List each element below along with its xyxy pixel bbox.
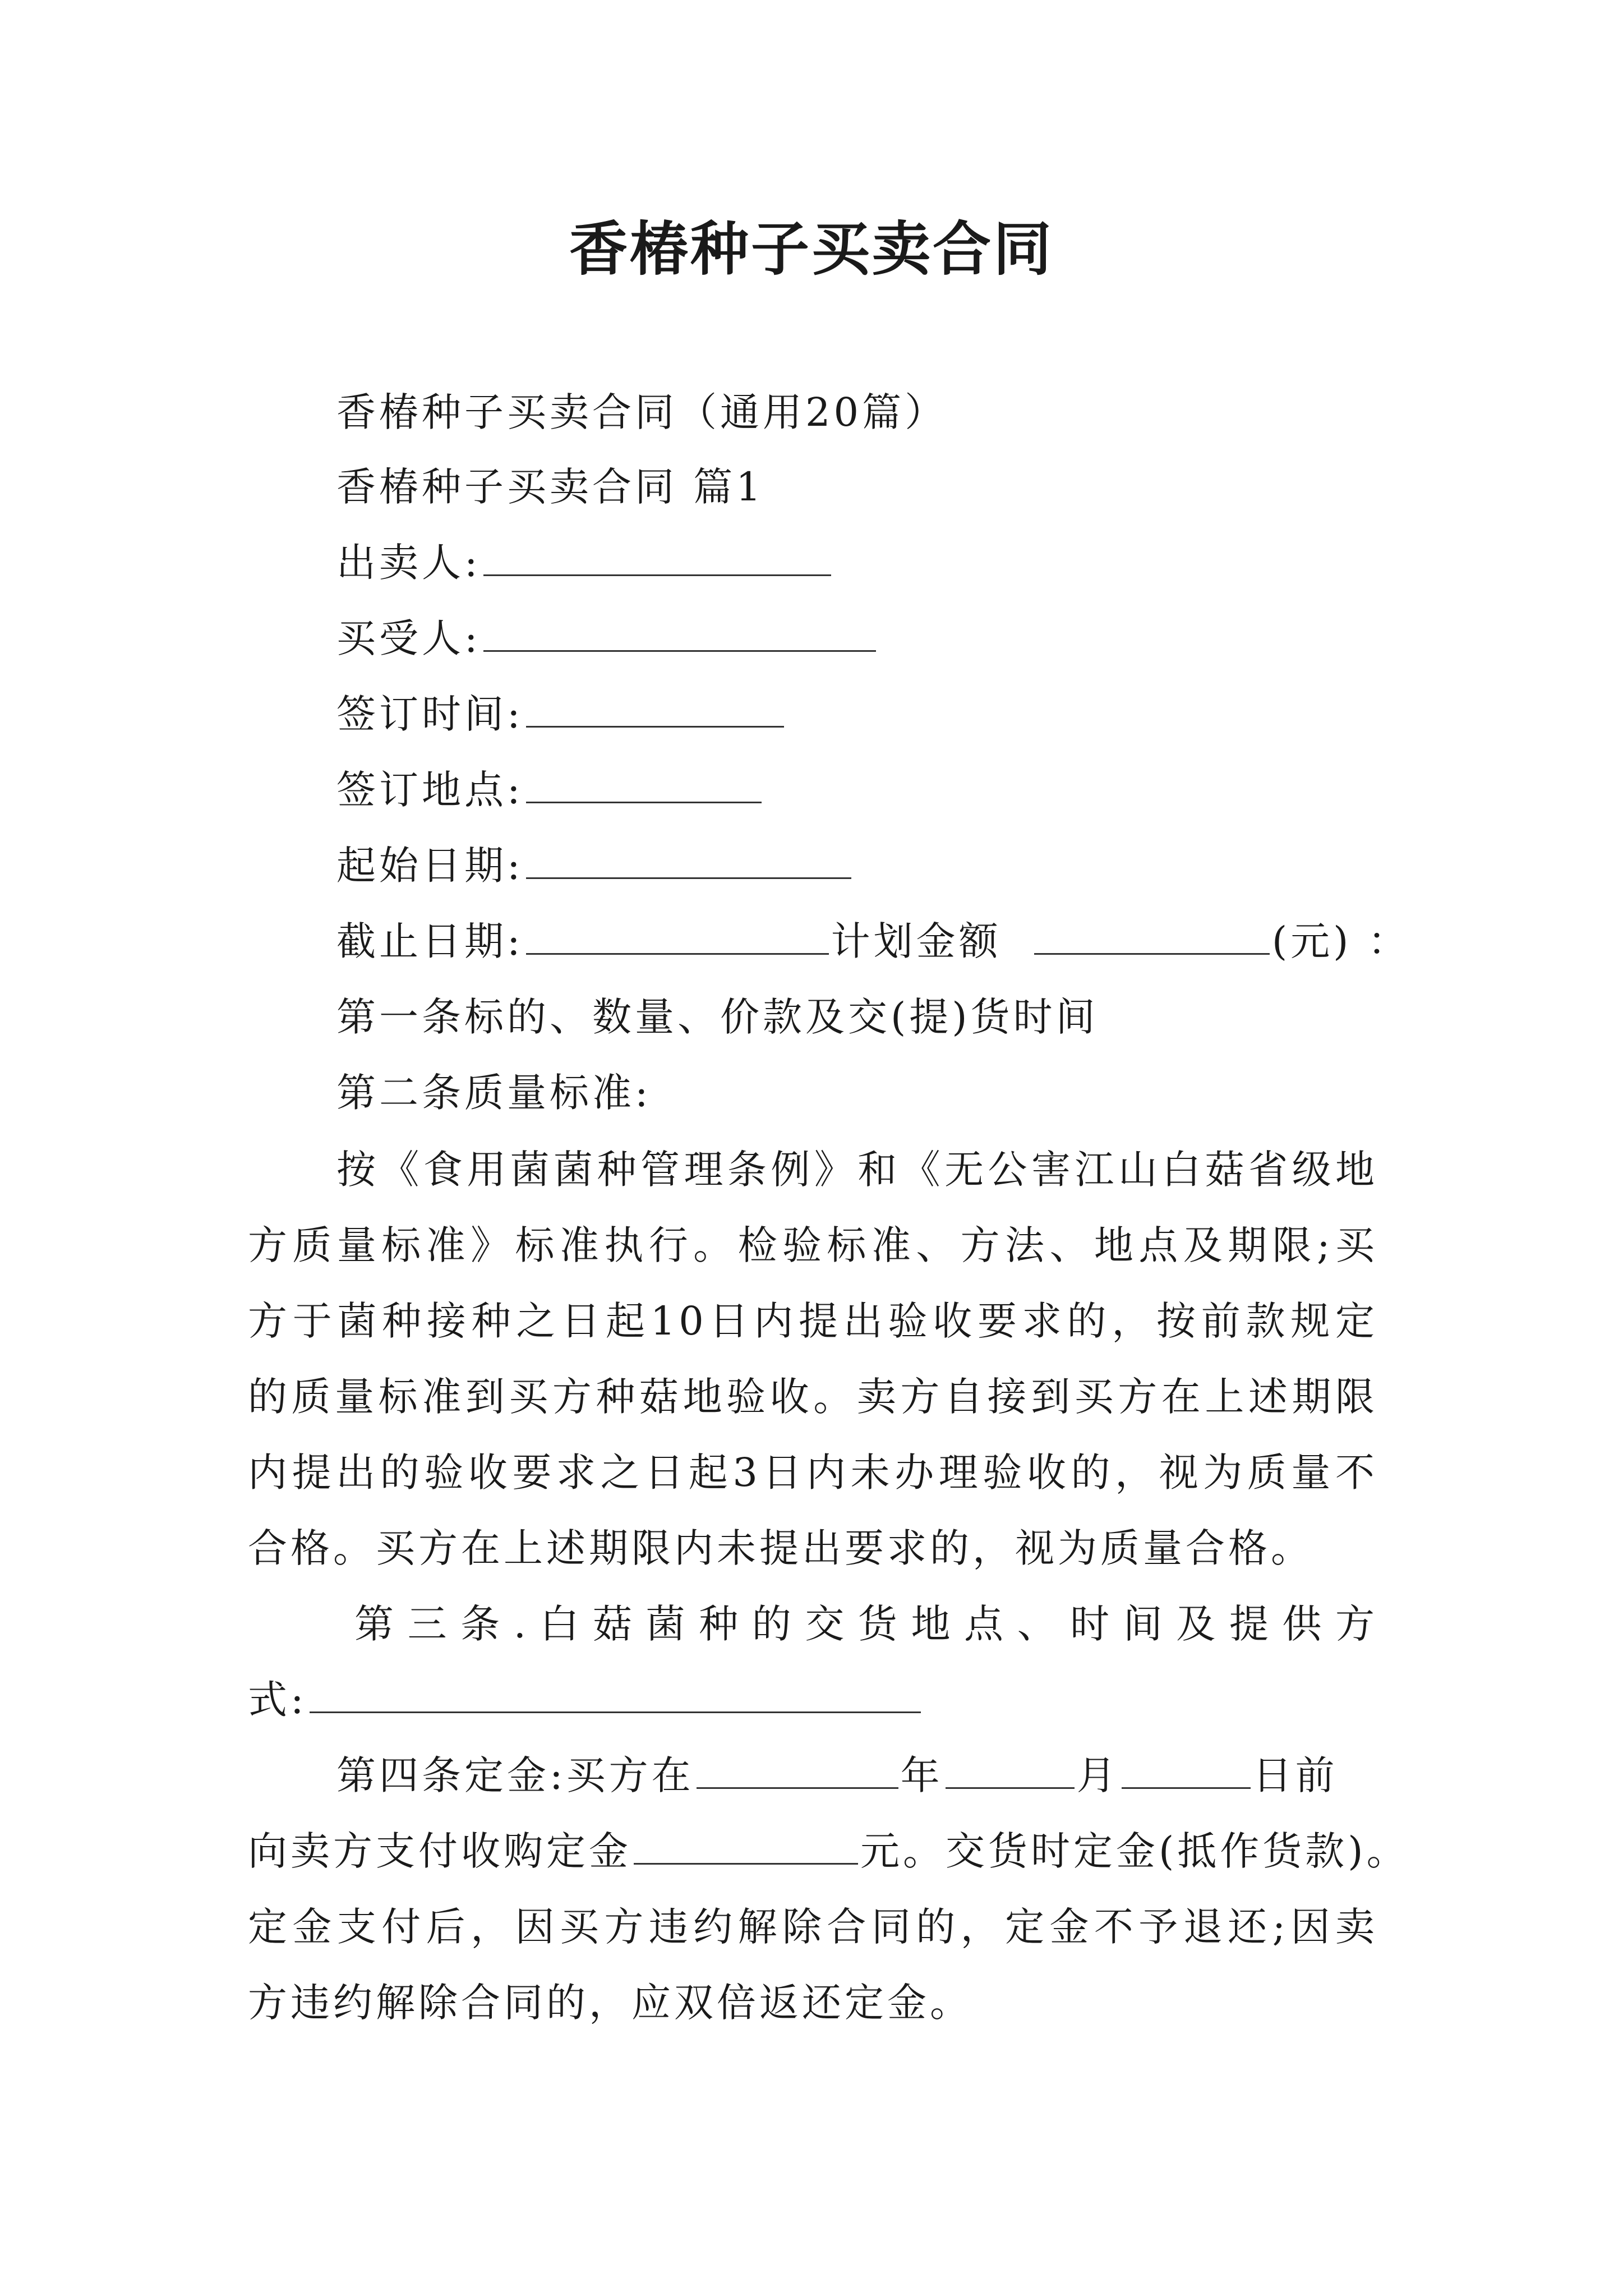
unit-label: (元) ： [1271,918,1410,964]
article-2-line: 合格。买方在上述期限内未提出要求的，视为质量合格。 [248,1525,1313,1571]
article-4-line-4: 方违约解除合同的，应双倍返还定金。 [248,1980,972,2026]
end-date-field [336,913,1410,969]
day-label: 日前 [1252,1752,1338,1798]
article-2-title: 第二条质量标准: [336,1070,652,1116]
start-date-blank [526,844,851,879]
document-title: 香椿种子买卖合同 [569,215,1054,283]
buyer-field [336,610,878,666]
section-heading: 香椿种子买卖合同 篇1 [336,464,764,510]
article-4-line-1 [336,1747,1338,1803]
sign-time-blank [526,692,784,728]
article-2-line: 内提出的验收要求之日起3日内未办理验收的，视为质量不 [248,1450,1378,1496]
year-label: 年 [900,1752,943,1798]
article-4-line-2-suffix: 元。交货时定金(抵作货款)。 [860,1828,1409,1874]
day-blank [1122,1754,1251,1789]
article-2-line: 方质量标准》标准执行。检验标准、方法、地点及期限;买 [248,1222,1378,1268]
article-3-label: 式: [248,1677,307,1723]
sign-place-blank [526,768,762,803]
sign-place-field [336,762,764,818]
year-blank [697,1754,898,1789]
start-date-label: 起始日期: [336,843,524,889]
seller-field [336,535,833,591]
sign-time-field [336,686,786,742]
buyer-label: 买受人: [336,615,481,661]
article-4-line-3: 定金支付后，因买方违约解除合同的，定金不予退还;因卖 [248,1904,1378,1950]
start-date-field [336,838,854,894]
article-2-line: 按《食用菌菌种管理条例》和《无公害江山白菇省级地 [336,1147,1378,1193]
article-3-blank [310,1678,921,1713]
month-blank [946,1754,1075,1789]
month-label: 月 [1076,1752,1119,1798]
end-date-label: 截止日期: [336,918,524,964]
article-2-line: 的质量标准到买方种菇地验收。卖方自接到买方在上述期限 [248,1374,1378,1420]
sign-time-label: 签订时间: [336,691,524,737]
article-3-line: 第三条.白菇菌种的交货地点、时间及提供方 [354,1601,1378,1647]
sign-place-label: 签订地点: [336,767,524,813]
article-2-line: 方于菌种接种之日起10日内提出验收要求的，按前款规定 [248,1298,1378,1344]
article-4-line-2 [248,1823,1409,1879]
article-1: 第一条标的、数量、价款及交(提)货时间 [336,994,1099,1040]
plan-amount-label: 计划金额 [831,918,1002,964]
seller-blank [483,541,831,576]
deposit-blank [634,1829,858,1865]
plan-amount-blank [1034,919,1270,955]
article-3-field [248,1672,923,1728]
article-4-prefix: 第四条定金:买方在 [336,1752,694,1798]
end-date-blank [526,919,829,955]
contract-heading: 香椿种子买卖合同（通用20篇） [336,389,948,435]
article-4-line-2-prefix: 向卖方支付收购定金 [248,1828,631,1874]
buyer-blank [483,616,876,652]
seller-label: 出卖人: [336,540,481,586]
